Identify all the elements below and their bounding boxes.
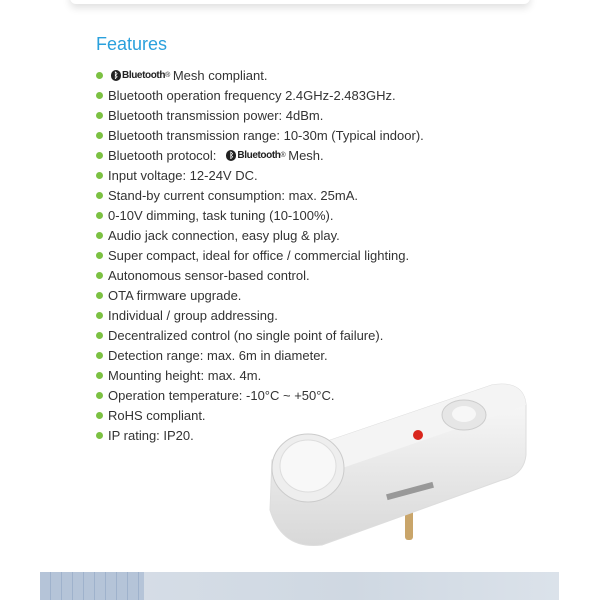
bullet-icon xyxy=(96,92,103,99)
feature-text: Bluetooth transmission power: 4dBm. xyxy=(108,107,324,123)
feature-text: Stand-by current consumption: max. 25mA. xyxy=(108,187,359,203)
feature-text: 0-10V dimming, task tuning (10-100%). xyxy=(108,207,334,223)
bluetooth-logo: ᛒ Bluetooth ® xyxy=(226,150,285,161)
previous-section-card xyxy=(70,0,530,4)
bullet-icon xyxy=(96,392,103,399)
bullet-icon xyxy=(96,292,103,299)
feature-text: RoHS compliant. xyxy=(108,407,206,423)
bullet-icon xyxy=(96,172,103,179)
bullet-icon xyxy=(96,272,103,279)
feature-text: Autonomous sensor-based control. xyxy=(108,267,310,283)
bullet-icon xyxy=(96,72,103,79)
bullet-icon xyxy=(96,412,103,419)
feature-text: Bluetooth protocol: xyxy=(108,147,217,163)
feature-text: Super compact, ideal for office / commercial lighting. xyxy=(108,247,410,263)
feature-suffix: Mesh. xyxy=(288,147,324,163)
feature-text: Individual / group addressing. xyxy=(108,307,278,323)
bullet-icon xyxy=(96,152,103,159)
feature-item xyxy=(96,85,424,105)
feature-item xyxy=(96,245,424,265)
feature-item xyxy=(96,225,424,245)
feature-text: Mounting height: max. 4m. xyxy=(108,367,262,383)
feature-text: OTA firmware upgrade. xyxy=(108,287,242,303)
feature-item xyxy=(96,65,424,85)
bullet-icon xyxy=(96,332,103,339)
bullet-icon xyxy=(96,312,103,319)
feature-item xyxy=(96,185,424,205)
feature-text: Bluetooth operation frequency 2.4GHz-2.483GHz. xyxy=(108,87,396,103)
feature-item xyxy=(96,345,424,365)
feature-item xyxy=(96,125,424,145)
bullet-icon xyxy=(96,352,103,359)
bullet-icon xyxy=(96,372,103,379)
feature-item xyxy=(96,265,424,285)
bluetooth-logo: ᛒ Bluetooth ® xyxy=(111,70,170,81)
bullet-icon xyxy=(96,432,103,439)
bullet-icon xyxy=(96,192,103,199)
feature-item xyxy=(96,325,424,345)
feature-item xyxy=(96,165,424,185)
feature-text: Decentralized control (no single point of failure). xyxy=(108,327,384,343)
bullet-icon xyxy=(96,232,103,239)
feature-item xyxy=(96,145,424,165)
feature-text: Audio jack connection, easy plug & play. xyxy=(108,227,340,243)
feature-text: Input voltage: 12-24V DC. xyxy=(108,167,258,183)
bluetooth-sensor-product-image xyxy=(262,380,532,550)
feature-text: Bluetooth transmission range: 10-30m (Typical indoor). xyxy=(108,127,424,143)
feature-text: Detection range: max. 6m in diameter. xyxy=(108,347,328,363)
feature-text: IP rating: IP20. xyxy=(108,427,194,443)
bullet-icon xyxy=(96,132,103,139)
feature-item xyxy=(96,285,424,305)
feature-item xyxy=(96,205,424,225)
feature-text: Mesh compliant. xyxy=(172,67,268,83)
feature-item xyxy=(96,305,424,325)
feature-item xyxy=(96,105,424,125)
bullet-icon xyxy=(96,112,103,119)
feature-text: Operation temperature: -10°C ~ +50°C. xyxy=(108,387,335,403)
bullet-icon xyxy=(96,252,103,259)
features-heading: Features xyxy=(96,34,168,54)
next-section-banner xyxy=(40,572,559,600)
bullet-icon xyxy=(96,212,103,219)
banner-stripes xyxy=(40,572,144,600)
